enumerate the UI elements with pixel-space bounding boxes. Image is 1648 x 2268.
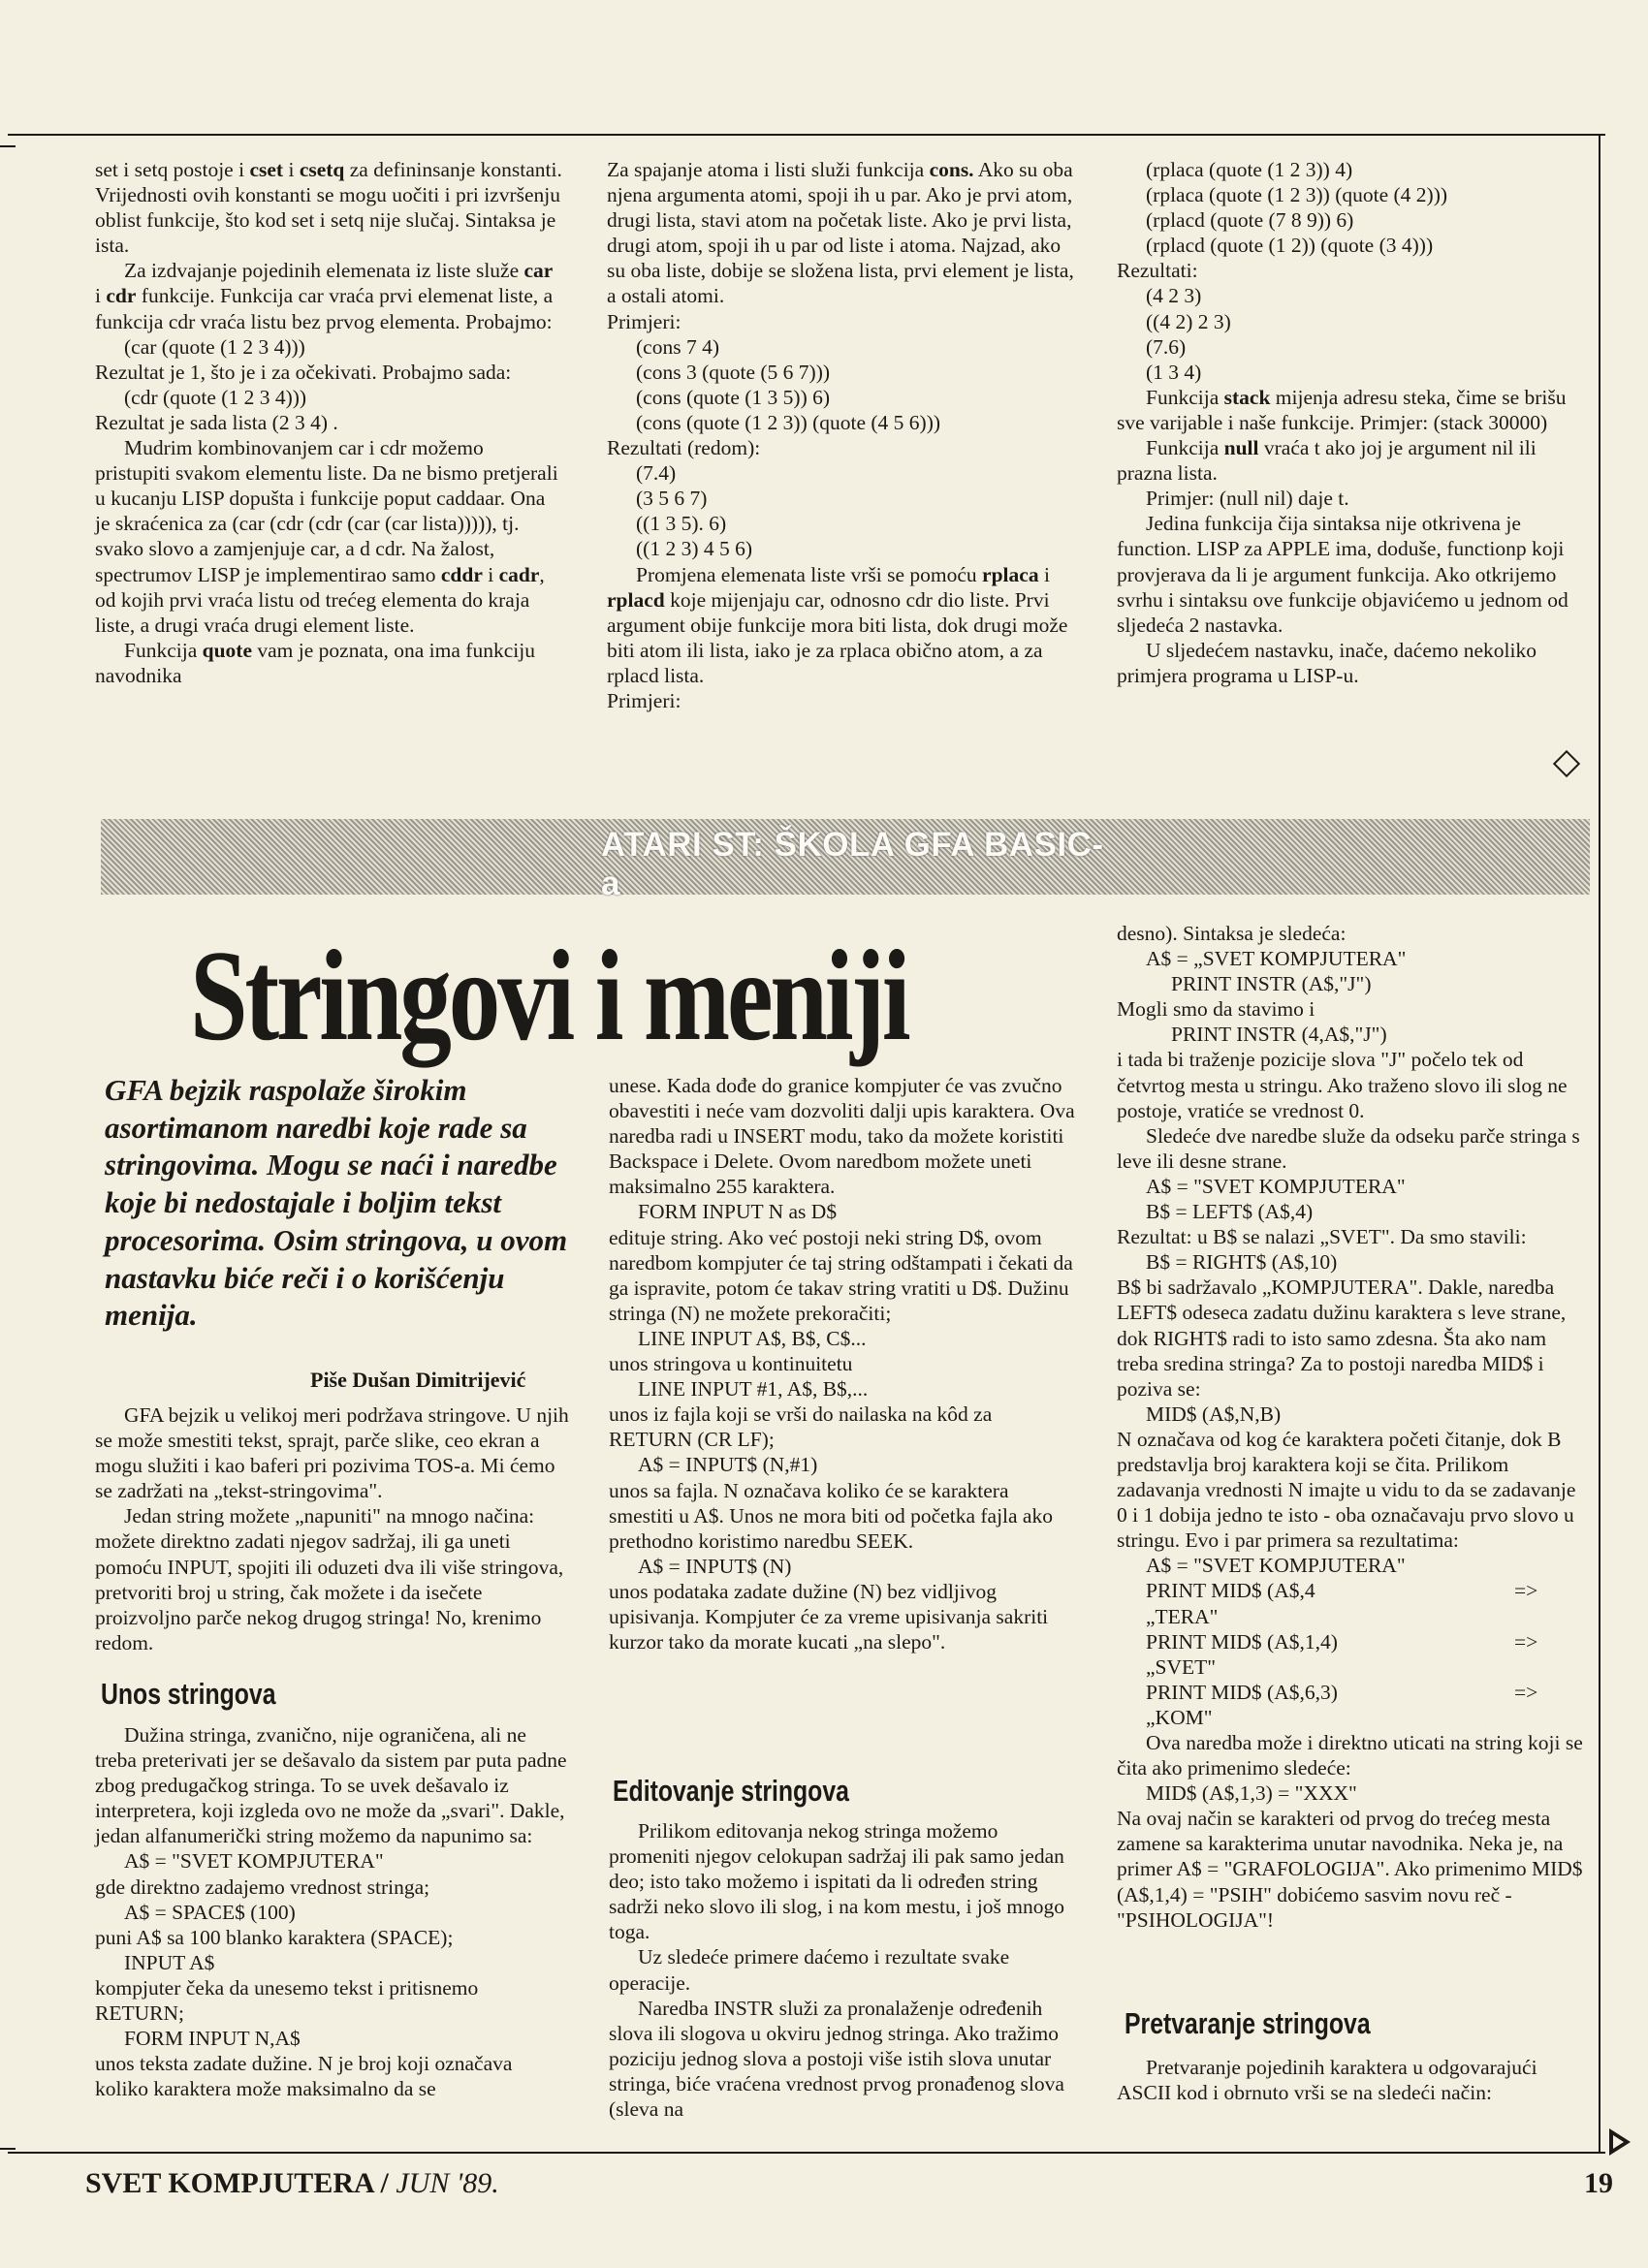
magazine-name: SVET KOMPJUTERA /	[85, 2167, 389, 2199]
code-line: FORM INPUT N,A$	[124, 2027, 301, 2051]
code-line: (3 5 6 7)	[636, 487, 708, 511]
code-line: INPUT A$	[124, 1950, 215, 1974]
code-line: B$ = LEFT$ (A$,4)	[1146, 1200, 1314, 1224]
paragraph: unos iz fajla koji se vrši do nailaska na kôd za RETURN (CR LF);	[609, 1402, 993, 1452]
code-line: A$ = "SVET KOMPJUTERA"	[124, 1849, 384, 1874]
paragraph: N označava od kog će karaktera početi čitanje, dok B predstavlja broj karaktera koji se čita. Prilikom zadavanja vrednosti N imajte u vidu to da se zadavanje 0 i 1 dobija jedno te isto - oba označavaju prvo slovo u stringu. Evo i par primera sa rezultatima:	[1117, 1427, 1576, 1553]
code-line: ((1 2 3) 4 5 6)	[636, 537, 753, 561]
continue-arrow-inner	[1613, 2135, 1624, 2149]
paragraph: Pretvaranje pojedinih karaktera u odgovarajući ASCII kod i obrnuto vrši se na sledeći način:	[1117, 2056, 1537, 2105]
code-result: => „KOM"	[1146, 1680, 1538, 1729]
code-line: (cons (quote (1 3 5)) 6)	[636, 385, 831, 409]
paragraph: puni A$ sa 100 blanko karaktera (SPACE);	[95, 1925, 454, 1949]
code-line: A$ = „SVET KOMPJUTERA"	[1146, 947, 1407, 971]
paragraph: Mogli smo da stavimo i	[1117, 997, 1315, 1022]
paragraph: Ova naredba može i direktno uticati na string koji se čita ako primenimo sledeće:	[1117, 1731, 1583, 1780]
lisp-column-1	[95, 157, 562, 688]
paragraph: Dužina stringa, zvanično, nije ograničena, ali ne treba preterivati jer se dešavalo da sistem par puta padne zbog predugačkog stringa. To se uvek dešavalo iz interpretera, koji izgleda ovo ne može da „svari". Dakle, jedan alfanumerički string možemo da napunimo sa:	[95, 1723, 567, 1848]
right-rule	[1599, 134, 1600, 2154]
code-line: (cdr (quote (1 2 3 4)))	[124, 385, 307, 409]
code-line: A$ = SPACE$ (100)	[124, 1900, 296, 1924]
code-line: MID$ (A$,1,3) = "XXX"	[1146, 1781, 1357, 1806]
code-line: MID$ (A$,N,B)	[1146, 1402, 1282, 1426]
paragraph: U sljedećem nastavku, inače, daćemo nekoliko primjera programa u LISP-u.	[1117, 638, 1537, 687]
article-column-1	[95, 1402, 570, 1655]
paragraph: unos podataka zadate dužine (N) bez vidljivog upisivanja. Kompjuter će za vreme upisivanja sakriti kurzor tako da morate kucati „na slepo".	[609, 1579, 1049, 1654]
lisp-column-3	[1117, 157, 1586, 688]
code-line: PRINT MID$ (A$,6,3)	[1146, 1680, 1338, 1704]
paragraph: Mudrim kombinovanjem car i cdr možemo pristupiti svakom elementu liste. Da ne bismo pretjerali u kucanju LISP dopušta i funkcije poput caddaar. Ona je skraćenica za (car (cdr (cdr (car (car lista))))), tj. svako slovo a zamjenjuje car, a d cdr. Na žalost, spectrumov LISP je implementirao samo cddr i cadr, od kojih prvi vraća listu od trećeg elementa do kraja liste, a drugi vraća drugi element liste.	[95, 436, 558, 637]
paragraph: Na ovaj način se karakteri od prvog do trećeg mesta zamene sa karakterima unutar navodnika. Neka je, na primer A$ = "GRAFOLOGIJA". Ako primenimo MID$ (A$,1,4) = "PSIH" dobićemo sasvim novu reč - "PSIHOLOGIJA"!	[1117, 1807, 1583, 1932]
bottom-rule	[8, 2152, 1605, 2154]
code-line: (7.6)	[1146, 334, 1187, 359]
code-line: LINE INPUT #1, A$, B$,...	[638, 1377, 869, 1402]
paragraph: Za izdvajanje pojedinih elemenata iz liste služe car i cdr funkcije. Funkcija car vraća prvi elemenat liste, a funkcija cdr vraća listu bez prvog elementa. Probajmo:	[95, 259, 554, 333]
code-line: (rplaca (quote (1 2 3)) 4)	[1146, 158, 1353, 181]
paragraph: unos stringova u kontinuitetu	[609, 1352, 853, 1376]
code-line: (cons (quote (1 2 3)) (quote (4 5 6)))	[636, 410, 941, 434]
paragraph: Funkcija stack mijenja adresu steka, čime se brišu sve varijable i naše funkcije. Primjer: (stack 30000)	[1117, 385, 1567, 434]
code-line: B$ = RIGHT$ (A$,10)	[1146, 1250, 1338, 1275]
code-line: (cons 7 4)	[636, 334, 719, 359]
code-line: (4 2 3)	[1146, 284, 1202, 308]
article-column-2	[609, 1073, 1078, 1654]
subheading-pretvaranje-stringova: Pretvaranje stringova	[1125, 2006, 1371, 2040]
paragraph: Rezultat je 1, što je i za očekivati. Probajmo sada:	[95, 360, 512, 384]
paragraph: Naredba INSTR služi za pronalaženje određenih slova ili slogova u okviru jednog stringa. Ako tražimo poziciju jednog slova a postoji više istih slova unutar stringa, biće vraćena vrednost prvog pronađenog slova (sleva na	[609, 1996, 1064, 2122]
code-line: A$ = "SVET KOMPJUTERA"	[1146, 1174, 1406, 1198]
code-line: ((4 2) 2 3)	[1146, 309, 1231, 333]
code-line: (rplaca (quote (1 2 3)) (quote (4 2)))	[1146, 183, 1448, 207]
paragraph: Funkcija quote vam je poznata, ona ima funkciju navodnika	[95, 638, 535, 687]
margin-mark	[0, 2148, 16, 2150]
paragraph: Primjeri:	[607, 309, 681, 333]
paragraph: Primjer: (null nil) daje t.	[1146, 487, 1349, 511]
code-line: (rplacd (quote (7 8 9)) 6)	[1146, 208, 1354, 233]
issue-date: JUN '89.	[396, 2167, 499, 2199]
paragraph: Promjena elemenata liste vrši se pomoću rplaca i rplacd koje mijenjaju car, odnosno cdr dio liste. Prvi argument obije funkcije mora biti lista, dok drugi može biti atom ili lista, iako je za rplaca obično atom, a za rplacd lista.	[607, 562, 1068, 687]
paragraph: desno). Sintaksa je sledeća:	[1117, 922, 1347, 945]
code-line: A$ = INPUT$ (N,#1)	[638, 1453, 818, 1477]
section-banner-title: ATARI ST: ŠKOLA GFA BASIC-a	[601, 826, 1104, 902]
article-column-1b	[95, 1722, 570, 2101]
paragraph: Rezultat: u B$ se nalazi „SVET". Da smo stavili:	[1117, 1225, 1527, 1249]
paragraph: Rezultat je sada lista (2 3 4) .	[95, 410, 338, 434]
paragraph: Funkcija null vraća t ako joj je argument nil ili prazna lista.	[1117, 436, 1537, 486]
paragraph: GFA bejzik u velikoj meri podržava stringove. U njih se može smestiti tekst, sprajt, parče slike, ceo ekran a mogu služiti i kao baferi pri pozivima TOS-a. Mi ćemo se zadržati na „tekst-stringovima".	[95, 1403, 569, 1503]
paragraph: unos teksta zadate dužine. N je broj koji označava koliko karaktera može maksimalno da se	[95, 2052, 513, 2101]
article-byline: Piše Dušan Dimitrijević	[310, 1368, 526, 1392]
paragraph: Sledeće dve naredbe služe da odseku parče stringa s leve ili desne strane.	[1117, 1123, 1580, 1173]
code-line: PRINT MID$ (A$,4	[1146, 1579, 1315, 1603]
end-mark-icon	[1553, 750, 1580, 777]
paragraph: Uz sledeće primere daćemo i rezultate svake operacije.	[609, 1945, 1010, 1995]
article-title: Stringovi i meniji	[190, 924, 908, 1067]
article-column-3	[1117, 921, 1590, 1933]
code-line: ((1 3 5). 6)	[636, 512, 727, 536]
code-line: (cons 3 (quote (5 6 7)))	[636, 360, 831, 384]
paragraph: kompjuter čeka da unesemo tekst i pritisnemo RETURN;	[95, 1975, 479, 2026]
footer-magazine	[85, 2167, 499, 2200]
paragraph: Prilikom editovanja nekog stringa možemo promeniti njegov celokupan sadržaj ili pak samo jedan deo; isto tako možemo i ispitati da li određen string sadrži neko slovo ili slog, i na kom mestu, i još mnogo toga.	[609, 1819, 1064, 1944]
article-column-2b	[609, 1818, 1078, 2122]
code-line: FORM INPUT N as D$	[638, 1200, 838, 1224]
top-rule	[8, 134, 1605, 136]
code-line: PRINT INSTR (4,A$,"J")	[1171, 1023, 1387, 1047]
code-line: LINE INPUT A$, B$, C$...	[638, 1326, 867, 1350]
code-line: (car (quote (1 2 3 4)))	[124, 334, 305, 359]
paragraph: Primjeri:	[607, 688, 681, 712]
code-line: A$ = "SVET KOMPJUTERA"	[1146, 1554, 1406, 1578]
code-result: => „SVET"	[1146, 1629, 1538, 1679]
code-line: PRINT INSTR (A$,"J")	[1171, 972, 1372, 996]
code-line: PRINT MID$ (A$,1,4)	[1146, 1629, 1338, 1654]
margin-mark	[0, 145, 16, 147]
article-column-3b	[1117, 2055, 1590, 2105]
code-line: (7.4)	[636, 461, 677, 486]
paragraph: i tada bi traženje pozicije slova "J" počelo tek od četvrtog mesta u stringu. Ako traženo slovo ili slog ne postoje, vratiće se vrednost 0.	[1117, 1048, 1568, 1122]
paragraph: Jedina funkcija čija sintaksa nije otkrivena je function. LISP za APPLE ima, doduše, functionp koji provjerava da li je argument funkcija. Ako otkrijemo svrhu i sintaksu ove funkcije objavićemo u jednom od sljedeća 2 nastavka.	[1117, 512, 1569, 637]
code-line: A$ = INPUT$ (N)	[638, 1554, 792, 1578]
paragraph: Jedan string možete „napuniti" na mnogo načina: možete direktno zadati njegov sadržaj, ili ga uneti pomoću INPUT, spojiti ili oduzeti dva ili više stringova, pretvoriti broj u string, čak možete i da isečete proizvoljno parče nekog drugog stringa! No, krenimo redom.	[95, 1504, 564, 1654]
paragraph: unese. Kada dođe do granice kompjuter će vas zvučno obavestiti i neće vam dozvoliti dalji upis karaktera. Ova naredba radi u INSERT modu, tako da možete koristiti Backspace i Delete. Ovom naredbom možete uneti maksimalno 255 karaktera.	[609, 1074, 1075, 1199]
code-line: (1 3 4)	[1146, 360, 1202, 384]
lisp-column-2	[607, 157, 1076, 713]
paragraph: unos sa fajla. N označava koliko će se karaktera smestiti u A$. Unos ne mora biti od početka fajla ako prethodno koristimo naredbu SEEK.	[609, 1478, 1053, 1553]
code-line: (rplacd (quote (1 2)) (quote (3 4)))	[1146, 234, 1434, 258]
article-lead: GFA bejzik raspolaže širokim asortimanom naredbi koje rade sa stringovima. Mogu se naći i naredbe koje bi nedostajale i boljim tekst procesorima. Osim stringova, u ovom nastavku biće reči i o korišćenju menija.	[105, 1073, 568, 1333]
paragraph: Za spajanje atoma i listi služi funkcija cons. Ako su oba njena argumenta atomi, spoji ih u par. Ako je prvi atom, drugi lista, stavi atom na početak liste. Ako je prvi lista, drugi atom, spoji ih u par od liste i atoma. Najzad, ako su oba liste, dobije se složena lista, prvi element je lista, a ostali atomi.	[607, 158, 1074, 308]
paragraph: B$ bi sadržavalo „KOMPJUTERA". Dakle, naredba LEFT$ odeseca zadatu dužinu karaktera s leve strane, dok RIGHT$ radi to isto samo zdesna. Šta ako nam treba sredina stringa? Za to postoji naredba MID$ i poziva se:	[1117, 1276, 1567, 1401]
page-number: 19	[1584, 2167, 1613, 2199]
paragraph: Rezultati:	[1117, 259, 1198, 283]
code-result: => „TERA"	[1146, 1579, 1538, 1628]
subheading-unos-stringova: Unos stringova	[101, 1677, 276, 1711]
paragraph: Rezultati (redom):	[607, 436, 761, 460]
subheading-editovanje-stringova: Editovanje stringova	[613, 1774, 849, 1808]
paragraph: gde direktno zadajemo vrednost stringa;	[95, 1874, 430, 1899]
paragraph: set i setq postoje i cset i csetq za defininsanje konstanti. Vrijednosti ovih konstanti se mogu uočiti i pri izvršenju oblist funkcije, što kod set i setq nije slučaj. Sintaksa je ista.	[95, 158, 562, 258]
paragraph: edituje string. Ako već postoji neki string D$, ovom naredbom kompjuter će taj string odštampati i čekati da ga ispravite, potom će takav string vratiti u D$. Dužinu stringa (N) ne možete prekoračiti;	[609, 1225, 1073, 1325]
